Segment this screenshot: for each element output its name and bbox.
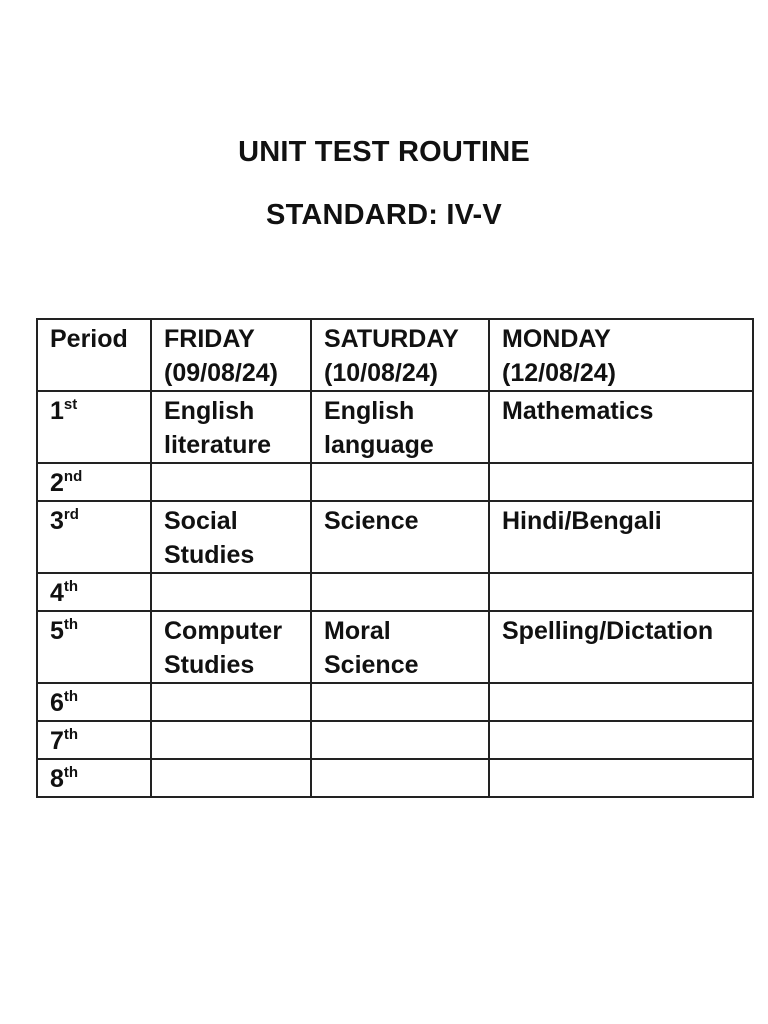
subject-cell <box>151 573 311 611</box>
subject-cell <box>311 501 489 573</box>
subject-line: Science <box>324 507 419 535</box>
table-row <box>37 501 753 573</box>
period-suffix: th <box>63 764 79 781</box>
subject-cell <box>151 391 311 463</box>
subject-line: Studies <box>164 541 255 569</box>
header-cell-monday <box>489 319 753 391</box>
subject-line: English <box>164 397 255 425</box>
period-suffix: nd <box>63 468 83 485</box>
subject-cell <box>311 391 489 463</box>
subject-cell <box>489 683 753 721</box>
period-cell <box>37 721 151 759</box>
period-number: 1 <box>50 397 64 425</box>
subject-line: Computer <box>164 617 283 645</box>
period-suffix: th <box>63 726 79 743</box>
table-row <box>37 683 753 721</box>
period-suffix: st <box>63 396 78 413</box>
subject-cell <box>311 683 489 721</box>
subject-cell <box>489 759 753 797</box>
subject-cell <box>151 463 311 501</box>
period-suffix: rd <box>63 506 79 523</box>
period-cell <box>37 611 151 683</box>
period-cell <box>37 573 151 611</box>
subject-cell <box>489 573 753 611</box>
subject-line: Social <box>164 507 238 535</box>
table-row <box>37 759 753 797</box>
subject-line: language <box>324 431 434 459</box>
subject-cell <box>151 759 311 797</box>
header-row <box>37 319 753 391</box>
period-number: 7 <box>50 727 64 755</box>
subject-line: Spelling/Dictation <box>502 617 714 645</box>
period-suffix: th <box>63 616 79 633</box>
subject-line: Studies <box>164 651 255 679</box>
subject-cell <box>151 611 311 683</box>
subject-line: Hindi/Bengali <box>502 507 662 535</box>
header-date: (12/08/24) <box>502 359 616 387</box>
subject-cell <box>311 721 489 759</box>
subject-cell <box>151 683 311 721</box>
subject-cell <box>489 501 753 573</box>
subject-cell <box>311 759 489 797</box>
period-cell <box>37 759 151 797</box>
header-day: FRIDAY <box>164 325 255 353</box>
period-number: 4 <box>50 579 64 607</box>
header-day: Period <box>50 325 128 353</box>
period-cell <box>37 463 151 501</box>
page-subtitle: STANDARD: IV-V <box>266 199 502 231</box>
header-date: (10/08/24) <box>324 359 438 387</box>
period-number: 8 <box>50 765 64 793</box>
table-row <box>37 721 753 759</box>
subject-cell <box>311 463 489 501</box>
page-title: UNIT TEST ROUTINE <box>238 136 530 168</box>
subject-line: Moral <box>324 617 391 645</box>
subject-cell <box>151 501 311 573</box>
table-row <box>37 573 753 611</box>
subject-line: Mathematics <box>502 397 654 425</box>
subject-cell <box>151 721 311 759</box>
subject-line: Science <box>324 651 419 679</box>
routine-table <box>36 318 754 798</box>
header-cell-period <box>37 319 151 391</box>
period-number: 6 <box>50 689 64 717</box>
subject-cell <box>311 573 489 611</box>
subject-line: English <box>324 397 415 425</box>
subject-cell <box>489 611 753 683</box>
period-cell <box>37 501 151 573</box>
subject-cell <box>489 463 753 501</box>
table-row <box>37 463 753 501</box>
period-suffix: th <box>63 688 79 705</box>
header-date: (09/08/24) <box>164 359 278 387</box>
period-cell <box>37 391 151 463</box>
header-day: SATURDAY <box>324 325 459 353</box>
period-suffix: th <box>63 578 79 595</box>
period-number: 5 <box>50 617 64 645</box>
subject-cell <box>489 721 753 759</box>
table-row <box>37 391 753 463</box>
subject-cell <box>311 611 489 683</box>
header-cell-saturday <box>311 319 489 391</box>
header-cell-friday <box>151 319 311 391</box>
period-cell <box>37 683 151 721</box>
header-day: MONDAY <box>502 325 611 353</box>
subject-line: literature <box>164 431 271 459</box>
period-number: 3 <box>50 507 64 535</box>
subject-cell <box>489 391 753 463</box>
period-number: 2 <box>50 469 64 497</box>
table-row <box>37 611 753 683</box>
